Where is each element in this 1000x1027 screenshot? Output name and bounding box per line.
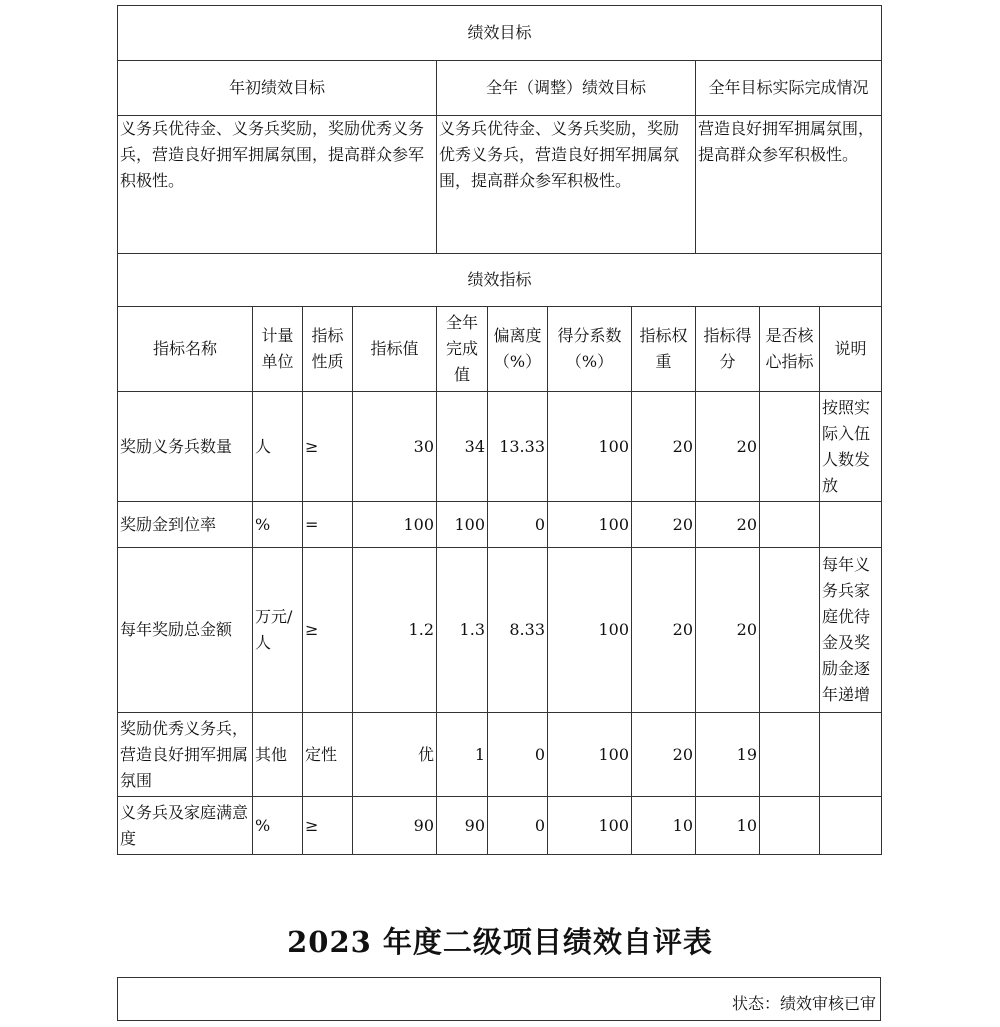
indicator-note xyxy=(820,502,882,548)
indicator-coef: 100 xyxy=(548,713,632,797)
indicator-note xyxy=(820,797,882,855)
page-title: 2023 年度二级项目绩效自评表 xyxy=(287,925,713,959)
indicator-name: 奖励义务兵数量 xyxy=(118,392,253,502)
indicator-target: 优 xyxy=(353,713,437,797)
indicator-actual: 1 xyxy=(437,713,488,797)
indicator-actual: 100 xyxy=(437,502,488,548)
indicator-score: 20 xyxy=(696,502,760,548)
col-header-note: 说明 xyxy=(820,307,882,392)
indicator-weight: 20 xyxy=(632,502,696,548)
indicators-section-title: 绩效指标 xyxy=(118,254,882,307)
goals-actual-text: 营造良好拥军拥属氛围，提高群众参军积极性。 xyxy=(696,116,882,254)
indicator-nature: ≥ xyxy=(303,392,353,502)
status-box xyxy=(117,977,881,1021)
indicator-weight: 10 xyxy=(632,797,696,855)
indicator-deviation: 0 xyxy=(488,797,548,855)
indicator-score: 20 xyxy=(696,392,760,502)
indicator-weight: 20 xyxy=(632,548,696,713)
goals-adjusted-text: 义务兵优待金、义务兵奖励，奖励优秀义务兵，营造良好拥军拥属氛围，提高群众参军积极性。 xyxy=(437,116,696,254)
indicator-coef: 100 xyxy=(548,392,632,502)
indicator-nature: ≥ xyxy=(303,548,353,713)
indicator-unit: 人 xyxy=(253,392,303,502)
goals-adjusted-header: 全年（调整）绩效目标 xyxy=(437,61,696,116)
indicator-score: 10 xyxy=(696,797,760,855)
indicator-nature: = xyxy=(303,502,353,548)
indicator-unit: % xyxy=(253,502,303,548)
indicator-actual: 90 xyxy=(437,797,488,855)
col-header-nature: 指标性质 xyxy=(303,307,353,392)
col-header-core: 是否核心指标 xyxy=(760,307,820,392)
col-header-target: 指标值 xyxy=(353,307,437,392)
indicator-target: 100 xyxy=(353,502,437,548)
indicator-nature: 定性 xyxy=(303,713,353,797)
indicator-coef: 100 xyxy=(548,502,632,548)
indicator-target: 30 xyxy=(353,392,437,502)
indicator-note xyxy=(820,713,882,797)
indicator-name: 义务兵及家庭满意度 xyxy=(118,797,253,855)
performance-table xyxy=(117,5,882,855)
col-header-coef: 得分系数（%） xyxy=(548,307,632,392)
indicator-deviation: 13.33 xyxy=(488,392,548,502)
indicator-score: 20 xyxy=(696,548,760,713)
goals-initial-text: 义务兵优待金、义务兵奖励，奖励优秀义务兵，营造良好拥军拥属氛围，提高群众参军积极性。 xyxy=(118,116,437,254)
goals-initial-header: 年初绩效目标 xyxy=(118,61,437,116)
indicator-core xyxy=(760,548,820,713)
indicator-note: 按照实际入伍人数发放 xyxy=(820,392,882,502)
indicator-weight: 20 xyxy=(632,392,696,502)
indicator-name: 每年奖励总金额 xyxy=(118,548,253,713)
col-header-weight: 指标权重 xyxy=(632,307,696,392)
indicator-core xyxy=(760,392,820,502)
table-row xyxy=(118,713,882,797)
indicator-core xyxy=(760,713,820,797)
indicator-deviation: 8.33 xyxy=(488,548,548,713)
indicator-unit: % xyxy=(253,797,303,855)
indicator-note: 每年义务兵家庭优待金及奖励金逐年递增 xyxy=(820,548,882,713)
indicator-nature: ≥ xyxy=(303,797,353,855)
indicator-score: 19 xyxy=(696,713,760,797)
indicator-name: 奖励金到位率 xyxy=(118,502,253,548)
indicator-actual: 34 xyxy=(437,392,488,502)
indicator-deviation: 0 xyxy=(488,713,548,797)
indicator-unit: 万元/人 xyxy=(253,548,303,713)
indicator-deviation: 0 xyxy=(488,502,548,548)
status-text: 状态：绩效审核已审 xyxy=(731,994,876,1013)
indicator-target: 90 xyxy=(353,797,437,855)
goals-section-title: 绩效目标 xyxy=(118,6,882,61)
indicator-unit: 其他 xyxy=(253,713,303,797)
col-header-deviation: 偏离度（%） xyxy=(488,307,548,392)
col-header-score: 指标得分 xyxy=(696,307,760,392)
col-header-name: 指标名称 xyxy=(118,307,253,392)
col-header-actual: 全年完成值 xyxy=(437,307,488,392)
indicator-coef: 100 xyxy=(548,548,632,713)
indicator-core xyxy=(760,797,820,855)
indicator-target: 1.2 xyxy=(353,548,437,713)
table-row xyxy=(118,548,882,713)
table-row xyxy=(118,392,882,502)
table-row xyxy=(118,797,882,855)
table-row xyxy=(118,502,882,548)
indicator-coef: 100 xyxy=(548,797,632,855)
indicator-weight: 20 xyxy=(632,713,696,797)
goals-actual-header: 全年目标实际完成情况 xyxy=(696,61,882,116)
indicator-actual: 1.3 xyxy=(437,548,488,713)
indicator-name: 奖励优秀义务兵，营造良好拥军拥属氛围 xyxy=(118,713,253,797)
indicator-core xyxy=(760,502,820,548)
col-header-unit: 计量单位 xyxy=(253,307,303,392)
